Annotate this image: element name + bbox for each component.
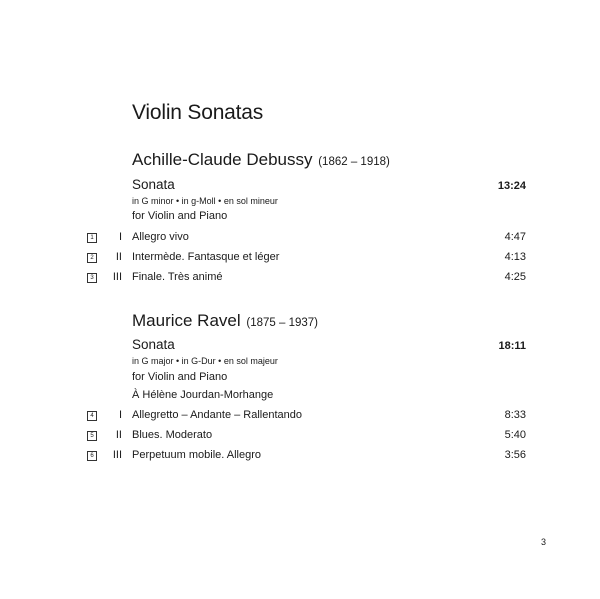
track-row [0,271,600,287]
movement-number: III [112,449,122,461]
movement-number: III [112,271,122,283]
track-row [0,251,600,267]
work-total-duration: 18:11 [498,340,526,352]
track-title: Perpetuum mobile. Allegro [132,449,262,461]
track-row [0,231,600,247]
track-title: Finale. Très animé [132,271,223,283]
page-title: Violin Sonatas [132,101,264,124]
track-number-box: 6 [87,451,97,461]
composer-heading-ravel [132,311,318,331]
page-number: 3 [541,537,547,547]
composer-name: Maurice Ravel [132,311,241,330]
track-duration: 4:25 [504,271,526,283]
track-title: Blues. Moderato [132,429,213,441]
track-row [0,429,600,445]
track-number-box: 4 [87,411,97,421]
work-instrumentation: for Violin and Piano [132,371,228,383]
track-row [0,409,600,425]
track-title: Allegretto – Andante – Rallentando [132,409,303,421]
track-duration: 8:33 [504,409,526,421]
track-title: Intermède. Fantasque et léger [132,251,280,263]
composer-heading-debussy [132,150,390,170]
track-title: Allegro vivo [132,231,189,243]
work-total-duration: 13:24 [497,180,526,192]
work-title: Sonata [132,337,175,352]
track-number-box: 3 [87,273,97,283]
work-instrumentation: for Violin and Piano [132,210,228,222]
track-duration: 5:40 [504,429,526,441]
track-duration: 4:47 [504,231,526,243]
track-number-box: 5 [87,431,97,441]
work-title: Sonata [132,177,175,192]
movement-number: II [115,429,122,441]
track-number-box: 2 [87,253,97,263]
work-key: in G minor • in g-Moll • en sol mineur [132,196,278,206]
composer-name: Achille-Claude Debussy [132,150,313,169]
composer-dates: (1875 – 1937) [246,317,319,329]
track-duration: 3:56 [504,449,526,461]
work-key: in G major • in G-Dur • en sol majeur [132,356,278,366]
movement-number: II [115,251,122,263]
work-dedication: À Hélène Jourdan-Morhange [132,389,274,401]
track-row [0,449,600,465]
composer-dates: (1862 – 1918) [318,156,390,168]
track-number-box: 1 [87,233,97,243]
track-duration: 4:13 [504,251,526,263]
movement-number: I [118,231,122,243]
movement-number: I [118,409,122,421]
